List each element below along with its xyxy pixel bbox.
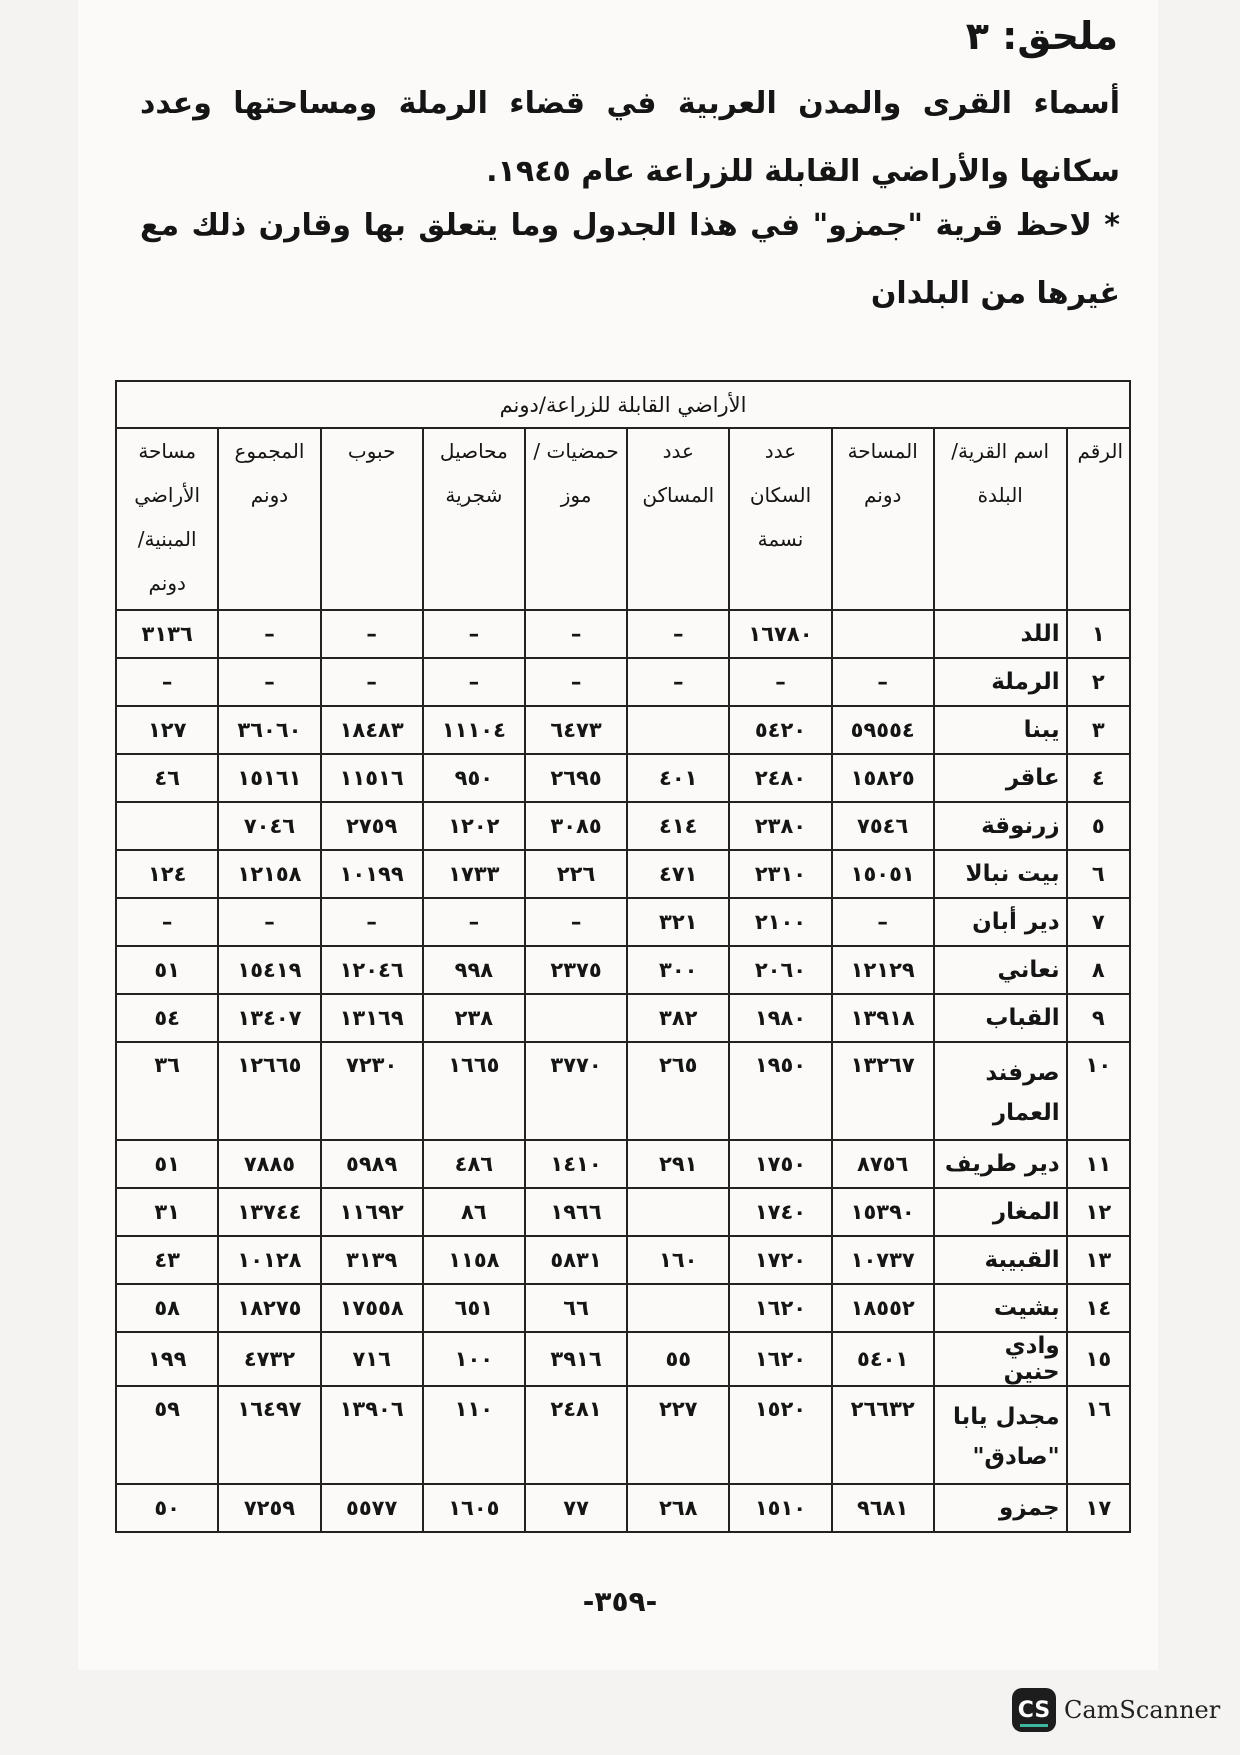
cell-area: –: [832, 658, 934, 706]
cell-built: ٥٤: [116, 994, 218, 1042]
cell-citrus: ٦٤٧٣: [525, 706, 627, 754]
camscanner-logo-icon: CS: [1012, 1688, 1056, 1732]
column-header: حبوب: [321, 428, 423, 610]
cell-pop: ٥٤٢٠: [729, 706, 831, 754]
cell-area: ١٠٧٣٧: [832, 1236, 934, 1284]
cell-homes: ٤٧١: [627, 850, 729, 898]
cell-trees: ١١٠: [423, 1386, 525, 1484]
cell-homes: [627, 1284, 729, 1332]
table-row: [116, 754, 1130, 802]
cell-built: ٥١: [116, 946, 218, 994]
cell-grain: ١٧٥٥٨: [321, 1284, 423, 1332]
cell-total: ٧٢٥٩: [218, 1484, 320, 1532]
cell-grain: ١٠١٩٩: [321, 850, 423, 898]
cell-total: ٧٨٨٥: [218, 1140, 320, 1188]
cell-citrus: ١٤١٠: [525, 1140, 627, 1188]
table-group-header: الأراضي القابلة للزراعة/دونم: [116, 381, 1130, 428]
cell-total: ١٦٤٩٧: [218, 1386, 320, 1484]
note-paragraph: * لاحظ قرية "جمزو" في هذا الجدول وما يتعلق بها وقارن ذلك مع غيرها من البلدان: [140, 208, 1120, 311]
cell-pop: ١٧٤٠: [729, 1188, 831, 1236]
cell-citrus: –: [525, 658, 627, 706]
appendix-heading: ملحق: ٣: [965, 14, 1118, 58]
cell-no: ١١: [1067, 1140, 1130, 1188]
cell-total: ٧٠٤٦: [218, 802, 320, 850]
cell-citrus: ٢٤٨١: [525, 1386, 627, 1484]
cell-total: ٤٧٣٢: [218, 1332, 320, 1386]
cell-name: بيت نبالا: [934, 850, 1067, 898]
cell-built: –: [116, 898, 218, 946]
cell-grain: ١٨٤٨٣: [321, 706, 423, 754]
cell-grain: ٢٧٥٩: [321, 802, 423, 850]
cell-pop: ١٩٥٠: [729, 1042, 831, 1140]
cell-pop: ١٦٢٠: [729, 1332, 831, 1386]
villages-table-wrapper: [115, 380, 1131, 1533]
cell-total: –: [218, 658, 320, 706]
cell-grain: ١١٦٩٢: [321, 1188, 423, 1236]
cell-trees: ٢٣٨: [423, 994, 525, 1042]
cell-total: ١٥١٦١: [218, 754, 320, 802]
cell-built: ٣١: [116, 1188, 218, 1236]
cell-trees: ٩٥٠: [423, 754, 525, 802]
cell-area: ٥٤٠١: [832, 1332, 934, 1386]
cell-name: اللد: [934, 610, 1067, 658]
cell-no: ٩: [1067, 994, 1130, 1042]
cell-grain: ٥٥٧٧: [321, 1484, 423, 1532]
cell-citrus: ٣٩١٦: [525, 1332, 627, 1386]
cell-citrus: ٢٣٧٥: [525, 946, 627, 994]
cell-pop: ٢٣١٠: [729, 850, 831, 898]
cell-name: بشيت: [934, 1284, 1067, 1332]
cell-name: يبنا: [934, 706, 1067, 754]
cell-built: ٤٦: [116, 754, 218, 802]
cell-homes: ٢٩١: [627, 1140, 729, 1188]
cell-citrus: ٥٨٣١: [525, 1236, 627, 1284]
cell-built: ٣١٣٦: [116, 610, 218, 658]
cell-pop: ١٩٨٠: [729, 994, 831, 1042]
cell-pop: ١٦٢٠: [729, 1284, 831, 1332]
table-row: [116, 706, 1130, 754]
villages-table: [115, 380, 1131, 1533]
cell-no: ٣: [1067, 706, 1130, 754]
column-header: محاصيل شجرية: [423, 428, 525, 610]
cell-no: ١٧: [1067, 1484, 1130, 1532]
cell-built: ٥٨: [116, 1284, 218, 1332]
cell-name: مجدل يابا "صادق": [934, 1386, 1067, 1484]
cell-pop: ٢٠٦٠: [729, 946, 831, 994]
table-row: [116, 610, 1130, 658]
cell-area: ٢٦٦٣٢: [832, 1386, 934, 1484]
cell-pop: ٢٤٨٠: [729, 754, 831, 802]
cell-homes: [627, 706, 729, 754]
cell-name: دير طريف: [934, 1140, 1067, 1188]
cell-pop: ١٧٢٠: [729, 1236, 831, 1284]
cell-area: ١٥٨٢٥: [832, 754, 934, 802]
cell-trees: ٤٨٦: [423, 1140, 525, 1188]
cell-pop: ١٥٢٠: [729, 1386, 831, 1484]
cell-homes: ٣٨٢: [627, 994, 729, 1042]
cell-area: ١٥٣٩٠: [832, 1188, 934, 1236]
cell-grain: ١٣٩٠٦: [321, 1386, 423, 1484]
cell-area: ١٥٠٥١: [832, 850, 934, 898]
table-row: [116, 994, 1130, 1042]
cell-no: ٦: [1067, 850, 1130, 898]
cell-no: ٢: [1067, 658, 1130, 706]
cell-no: ١٣: [1067, 1236, 1130, 1284]
cell-citrus: ٢٢٦: [525, 850, 627, 898]
cell-total: ١٨٢٧٥: [218, 1284, 320, 1332]
cell-grain: ٧٢٣٠: [321, 1042, 423, 1140]
cell-built: –: [116, 658, 218, 706]
cell-name: وادي حنين: [934, 1332, 1067, 1386]
cell-total: ١٣٧٤٤: [218, 1188, 320, 1236]
column-header: المجموع دونم: [218, 428, 320, 610]
cell-total: ١٣٤٠٧: [218, 994, 320, 1042]
camscanner-text: CamScanner: [1064, 1696, 1221, 1724]
table-row: [116, 1484, 1130, 1532]
cell-built: ٥١: [116, 1140, 218, 1188]
cell-no: ٥: [1067, 802, 1130, 850]
column-header: عدد السكان نسمة: [729, 428, 831, 610]
cell-trees: ٩٩٨: [423, 946, 525, 994]
cell-total: –: [218, 610, 320, 658]
cell-trees: ١٦٠٥: [423, 1484, 525, 1532]
cell-area: ٩٦٨١: [832, 1484, 934, 1532]
column-header: عدد المساكن: [627, 428, 729, 610]
intro-paragraph: أسماء القرى والمدن العربية في قضاء الرملة ومساحتها وعدد سكانها والأراضي القابلة للزراعة عام ١٩٤٥.: [140, 86, 1120, 189]
cell-area: –: [832, 898, 934, 946]
table-row: [116, 1188, 1130, 1236]
cell-built: ١٢٤: [116, 850, 218, 898]
cell-homes: ٤١٤: [627, 802, 729, 850]
cell-name: دير أبان: [934, 898, 1067, 946]
cell-citrus: [525, 994, 627, 1042]
cell-trees: ٦٥١: [423, 1284, 525, 1332]
cell-grain: ٧١٦: [321, 1332, 423, 1386]
cell-built: ٥٩: [116, 1386, 218, 1484]
cell-grain: ١١٥١٦: [321, 754, 423, 802]
cell-trees: ١٧٣٣: [423, 850, 525, 898]
cell-trees: ٨٦: [423, 1188, 525, 1236]
cell-name: المغار: [934, 1188, 1067, 1236]
column-header: الرقم: [1067, 428, 1130, 610]
cell-area: ١٣٢٦٧: [832, 1042, 934, 1140]
cell-grain: –: [321, 610, 423, 658]
cell-pop: –: [729, 658, 831, 706]
table-row: [116, 1140, 1130, 1188]
cell-name: الرملة: [934, 658, 1067, 706]
cell-trees: –: [423, 658, 525, 706]
cell-citrus: ٣٧٧٠: [525, 1042, 627, 1140]
cell-grain: –: [321, 898, 423, 946]
cell-homes: ٢٦٨: [627, 1484, 729, 1532]
cell-trees: ١٠٠: [423, 1332, 525, 1386]
cell-name: القباب: [934, 994, 1067, 1042]
camscanner-watermark: [1012, 1688, 1220, 1732]
cell-trees: ١٦٦٥: [423, 1042, 525, 1140]
cell-name: القبيبة: [934, 1236, 1067, 1284]
cell-area: ١٢١٢٩: [832, 946, 934, 994]
cell-no: ١٠: [1067, 1042, 1130, 1140]
cell-area: ١٨٥٥٢: [832, 1284, 934, 1332]
cell-total: ١٥٤١٩: [218, 946, 320, 994]
cell-homes: ٤٠١: [627, 754, 729, 802]
cell-built: ١٢٧: [116, 706, 218, 754]
cell-area: ٥٩٥٥٤: [832, 706, 934, 754]
cell-area: ٧٥٤٦: [832, 802, 934, 850]
cell-trees: –: [423, 898, 525, 946]
cell-area: [832, 610, 934, 658]
table-row: [116, 802, 1130, 850]
cell-grain: ٥٩٨٩: [321, 1140, 423, 1188]
table-row: [116, 850, 1130, 898]
cell-homes: –: [627, 658, 729, 706]
cell-name: نعاني: [934, 946, 1067, 994]
cell-citrus: –: [525, 898, 627, 946]
cell-built: ٤٣: [116, 1236, 218, 1284]
cell-homes: ٢٢٧: [627, 1386, 729, 1484]
cell-no: ١٦: [1067, 1386, 1130, 1484]
cell-built: ٥٠: [116, 1484, 218, 1532]
cell-area: ٨٧٥٦: [832, 1140, 934, 1188]
table-row: [116, 1236, 1130, 1284]
cell-trees: –: [423, 610, 525, 658]
table-row: [116, 1386, 1130, 1484]
cell-trees: ١١١٠٤: [423, 706, 525, 754]
cell-trees: ١٢٠٢: [423, 802, 525, 850]
cell-homes: ٣٠٠: [627, 946, 729, 994]
cell-pop: ١٦٧٨٠: [729, 610, 831, 658]
cell-trees: ١١٥٨: [423, 1236, 525, 1284]
cell-built: ٣٦: [116, 1042, 218, 1140]
cell-total: ١٠١٢٨: [218, 1236, 320, 1284]
column-header: حمضيات /موز: [525, 428, 627, 610]
cell-total: ١٢١٥٨: [218, 850, 320, 898]
cell-citrus: ٦٦: [525, 1284, 627, 1332]
cell-grain: ٣١٣٩: [321, 1236, 423, 1284]
table-row: [116, 658, 1130, 706]
cell-citrus: –: [525, 610, 627, 658]
cell-no: ١٢: [1067, 1188, 1130, 1236]
cell-pop: ٢١٠٠: [729, 898, 831, 946]
cell-no: ١٥: [1067, 1332, 1130, 1386]
cell-grain: –: [321, 658, 423, 706]
cell-citrus: ٧٧: [525, 1484, 627, 1532]
cell-built: [116, 802, 218, 850]
cell-homes: ٣٢١: [627, 898, 729, 946]
cell-name: جمزو: [934, 1484, 1067, 1532]
column-header: المساحة دونم: [832, 428, 934, 610]
cell-grain: ١٣١٦٩: [321, 994, 423, 1042]
cell-pop: ٢٣٨٠: [729, 802, 831, 850]
cell-area: ١٣٩١٨: [832, 994, 934, 1042]
column-header: مساحة الأراضي المبنية/ دونم: [116, 428, 218, 610]
cell-no: ١: [1067, 610, 1130, 658]
cell-no: ١٤: [1067, 1284, 1130, 1332]
page-number: -٣٥٩-: [582, 1585, 658, 1618]
cell-total: ٣٦٠٦٠: [218, 706, 320, 754]
cell-grain: ١٢٠٤٦: [321, 946, 423, 994]
cell-built: ١٩٩: [116, 1332, 218, 1386]
cell-total: ١٢٦٦٥: [218, 1042, 320, 1140]
table-row: [116, 898, 1130, 946]
cell-citrus: ٣٠٨٥: [525, 802, 627, 850]
cell-homes: ١٦٠: [627, 1236, 729, 1284]
cell-total: –: [218, 898, 320, 946]
cell-name: زرنوقة: [934, 802, 1067, 850]
cell-citrus: ٢٦٩٥: [525, 754, 627, 802]
cell-homes: –: [627, 610, 729, 658]
cell-name: عاقر: [934, 754, 1067, 802]
cell-citrus: ١٩٦٦: [525, 1188, 627, 1236]
table-row: [116, 1332, 1130, 1386]
column-header: اسم القرية/البلدة: [934, 428, 1067, 610]
cell-homes: [627, 1188, 729, 1236]
cell-pop: ١٥١٠: [729, 1484, 831, 1532]
cell-no: ٧: [1067, 898, 1130, 946]
table-row: [116, 1042, 1130, 1140]
cell-pop: ١٧٥٠: [729, 1140, 831, 1188]
cell-homes: ٥٥: [627, 1332, 729, 1386]
cell-no: ٨: [1067, 946, 1130, 994]
table-row: [116, 946, 1130, 994]
cell-name: صرفند العمار: [934, 1042, 1067, 1140]
cell-no: ٤: [1067, 754, 1130, 802]
table-row: [116, 1284, 1130, 1332]
cell-homes: ٢٦٥: [627, 1042, 729, 1140]
